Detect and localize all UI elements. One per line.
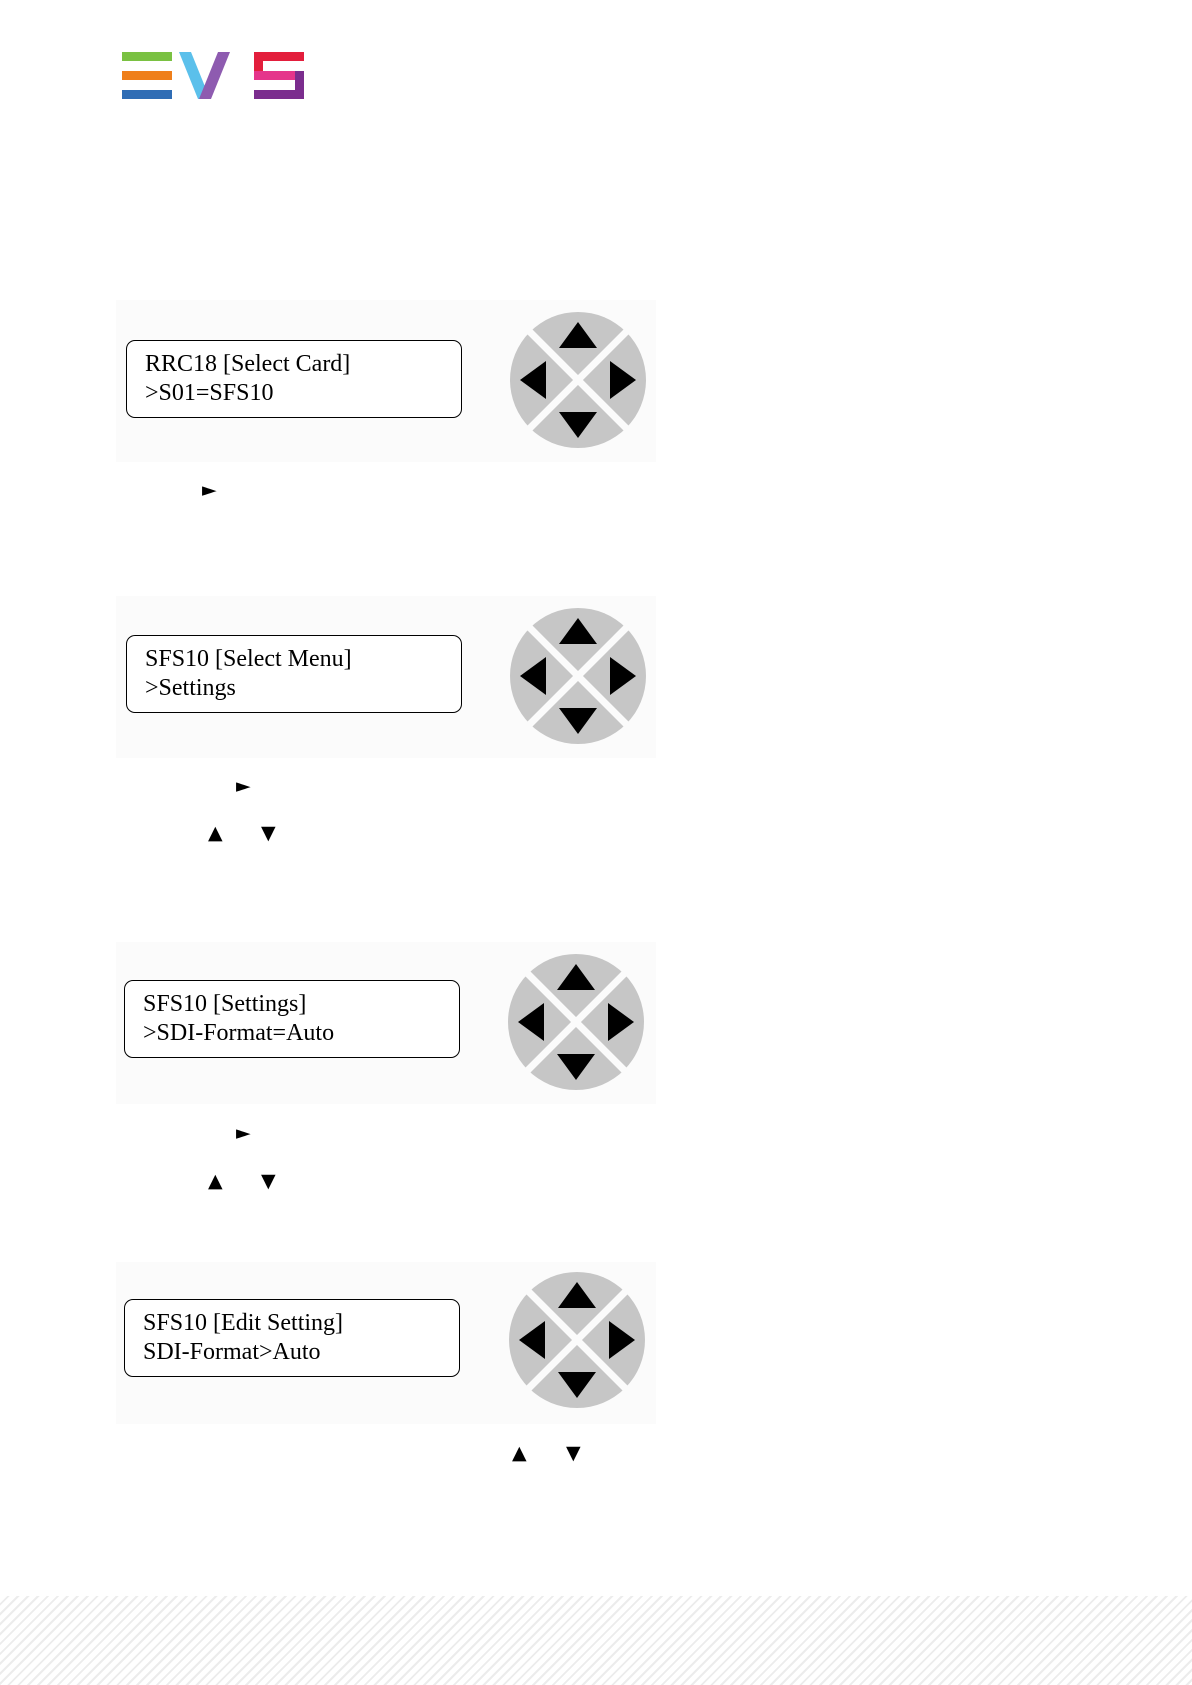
figure-settings: [116, 942, 656, 1104]
lcd-display: [126, 340, 462, 418]
navigation-pad[interactable]: [506, 952, 646, 1092]
lcd-line-2: SDI-Format>Auto: [143, 1339, 321, 1365]
up-arrow-icon: ▲: [512, 1442, 527, 1464]
down-arrow-icon: ▼: [261, 822, 276, 844]
down-arrow-icon: ▼: [566, 1442, 581, 1464]
lcd-line-1: SFS10 [Edit Setting]: [143, 1310, 344, 1336]
lcd-line-2: >Settings: [145, 675, 236, 701]
lcd-display: [126, 635, 462, 713]
lcd-line-1: SFS10 [Settings]: [143, 991, 307, 1017]
lcd-line-1: RRC18 [Select Card]: [145, 351, 351, 377]
lcd-line-2: >S01=SFS10: [145, 380, 274, 406]
evs-logo: [122, 52, 304, 100]
lcd-line-2: >SDI-Format=Auto: [143, 1020, 335, 1046]
down-arrow-icon: ▼: [261, 1170, 276, 1192]
figure-edit-setting: [116, 1262, 656, 1424]
page-footer-pattern: [0, 1596, 1192, 1685]
figure-select-menu: [116, 596, 656, 758]
navigation-pad[interactable]: [508, 310, 648, 450]
right-arrow-icon: ►: [236, 1122, 251, 1144]
navigation-pad[interactable]: [508, 606, 648, 746]
lcd-display: [124, 1299, 460, 1377]
up-arrow-icon: ▲: [208, 1170, 223, 1192]
right-arrow-icon: ►: [202, 479, 217, 501]
lcd-line-1: SFS10 [Select Menu]: [145, 646, 352, 672]
lcd-display: [124, 980, 460, 1058]
navigation-pad[interactable]: [507, 1270, 647, 1410]
figure-select-card: [116, 300, 656, 462]
up-arrow-icon: ▲: [208, 822, 223, 844]
right-arrow-icon: ►: [236, 775, 251, 797]
